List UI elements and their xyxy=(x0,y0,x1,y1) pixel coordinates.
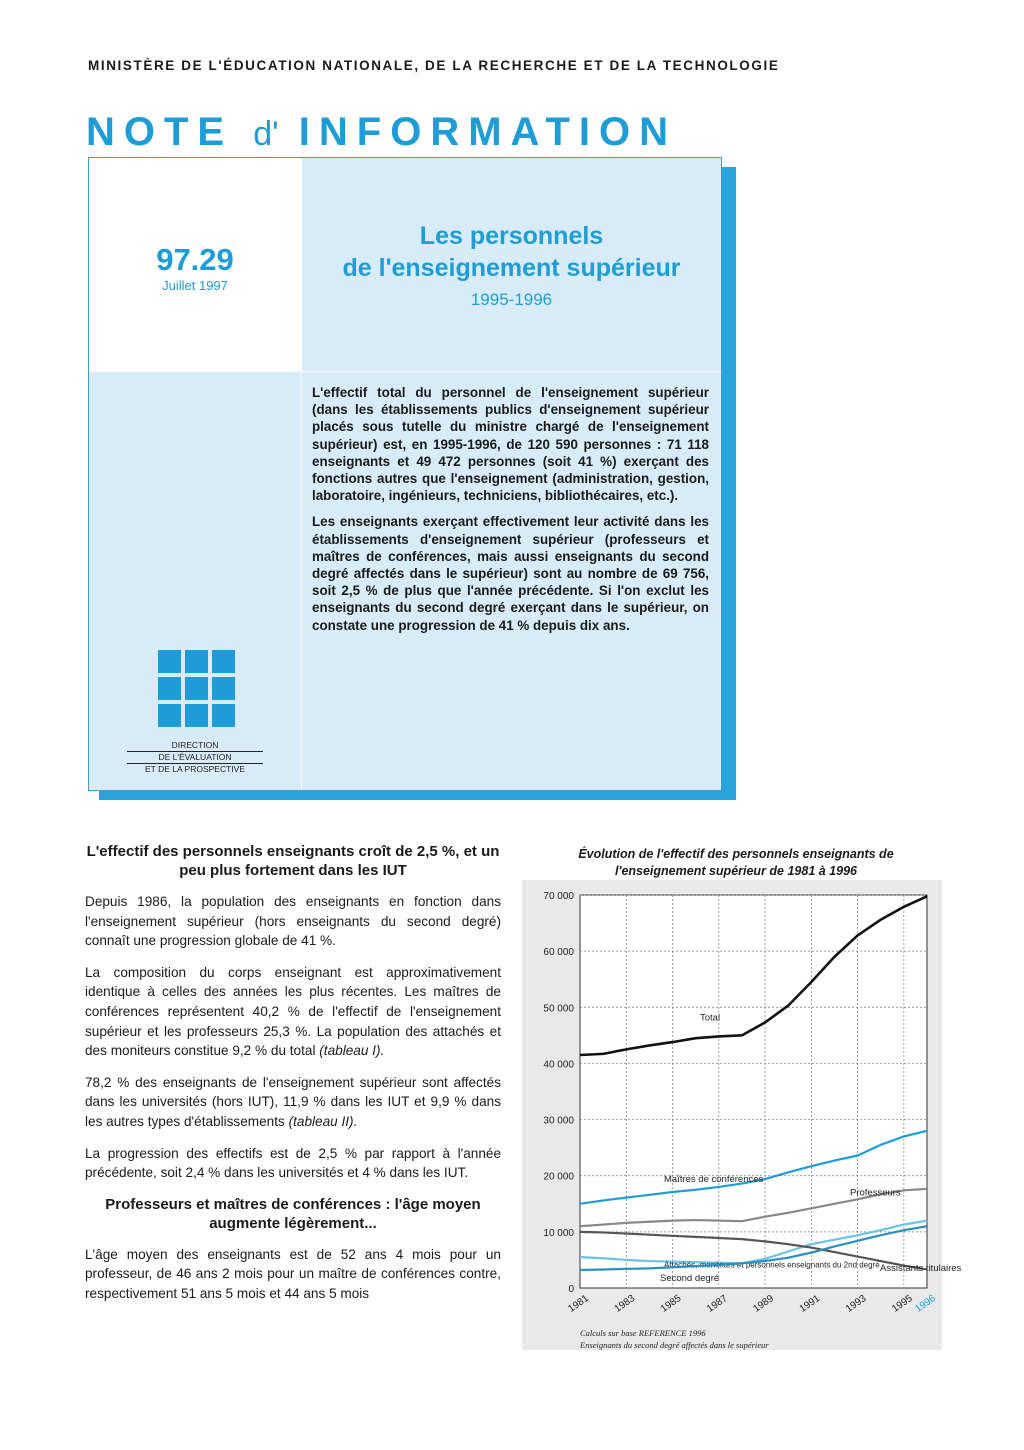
article-column xyxy=(85,842,501,1316)
masthead-left: NOTE xyxy=(86,110,234,154)
y-tick-label: 0 xyxy=(568,1284,574,1295)
x-tick-label: 1987 xyxy=(705,1293,730,1315)
series-label: Second degré xyxy=(660,1273,720,1285)
series-label: Attachés, moniteurs et personnels enseignants du 2nd degré xyxy=(664,1260,880,1270)
series-label: Total xyxy=(700,1012,721,1024)
ministry-logo-icon xyxy=(158,650,235,727)
article-paragraph-1: Depuis 1986, la population des enseignants en fonction dans l'enseignement supérieur (hors enseignants du second degré) connaît une progression globale de 41 %. xyxy=(85,894,501,949)
x-tick-label: 1995 xyxy=(890,1293,915,1315)
masthead-right: INFORMATION xyxy=(298,110,677,154)
article-paragraph-3 xyxy=(85,1073,501,1132)
title-panel xyxy=(302,158,721,371)
article-paragraph-2 xyxy=(85,963,501,1061)
doc-title-line2: de l'enseignement supérieur xyxy=(342,254,681,282)
cover-box xyxy=(88,157,722,791)
department-line1: DIRECTION xyxy=(127,740,263,752)
y-tick-label: 20 000 xyxy=(543,1171,574,1183)
department-name xyxy=(127,740,263,775)
chart-title: Évolution de l'effectif des personnels enseignants de l'enseignement supérieur de 1981 à 1996 xyxy=(578,847,894,878)
summary-paragraph-1: L'effectif total du personnel de l'enseignement supérieur (dans les établissements publics d'enseignement supérieur placés sous tutelle du ministre chargé de l'enseignement supérieur) est, en 1995-1996, de 120 590 personnes : 71 118 enseignants et 49 472 personnes (soit 41 %) exerçant des fonctions autres que l'enseignement (administration, gestion, laboratoire, ingénieurs, techniciens, bibliothécaires, etc.). xyxy=(312,385,709,504)
summary-paragraph-2: Les enseignants exerçant effectivement leur activité dans les établissements d'enseignement supérieur (professeurs et maîtres de conférences, mais aussi enseignants du second degré affectés dans le supérieur) sont au nombre de 69 756, soit 2,5 % de plus que l'année précédente. Si l'on exclut les enseignants du second degré exerçant dans le supérieur, on constate une progression de 41 % depuis dix ans. xyxy=(312,514,709,633)
masthead-title xyxy=(86,110,677,155)
article-paragraph-5: L'âge moyen des enseignants est de 52 ans 4 mois pour un professeur, de 46 ans 2 mois pour un maître de conférences contre, respectivement 51 ans 5 mois et 44 ans 5 mois xyxy=(85,1246,501,1301)
section-heading-1: L'effectif des personnels enseignants croît de 2,5 %, et un peu plus fortement dans les IUT xyxy=(86,843,500,879)
y-tick-label: 60 000 xyxy=(543,947,574,959)
x-tick-label: 1996 xyxy=(913,1293,938,1315)
department-line3: ET DE LA PROSPECTIVE xyxy=(145,764,245,774)
x-tick-label: 1991 xyxy=(797,1293,823,1315)
doc-years: 1995-1996 xyxy=(470,290,553,309)
ministry-name: MINISTÈRE DE L'ÉDUCATION NATIONALE, DE LA RECHERCHE ET DE LA TECHNOLOGIE xyxy=(88,58,780,73)
plot-area xyxy=(580,895,927,1288)
x-tick-label: 1981 xyxy=(566,1293,591,1315)
summary-panel xyxy=(302,372,721,790)
article-paragraph-2-text: La composition du corps enseignant est approximativement identique à celles des années les plus récentes. Les maîtres de conférences représentent 40,2 % de l'effectif de l'enseignement supérieur et les professeurs 25,3 %. La population des attachés et des moniteurs constitue 9,2 % du total xyxy=(85,964,501,1059)
line-chart xyxy=(522,880,962,1350)
issue-number: 97.29 xyxy=(156,242,234,277)
y-tick-label: 30 000 xyxy=(543,1115,574,1127)
y-tick-label: 50 000 xyxy=(543,1003,574,1015)
x-tick-label: 1993 xyxy=(843,1293,869,1315)
issue-date: Juillet 1997 xyxy=(162,278,228,293)
x-tick-label: 1985 xyxy=(658,1293,684,1315)
section-heading-2: Professeurs et maîtres de conférences : l'âge moyen augmente légèrement... xyxy=(105,1195,481,1232)
y-tick-label: 10 000 xyxy=(543,1227,574,1239)
table-ref-1: (tableau I). xyxy=(319,1043,385,1059)
article-paragraph-3-text: 78,2 % des enseignants de l'enseignement supérieur sont affectés dans les universités (hors IUT), 11,9 % dans les IUT et 9,9 % dans les autres types d'établissements xyxy=(85,1074,501,1129)
x-tick-label: 1983 xyxy=(612,1293,638,1315)
series-label: Professeurs xyxy=(850,1187,901,1199)
table-ref-2: (tableau II). xyxy=(288,1113,358,1129)
masthead-mid: d' xyxy=(253,115,279,153)
logo-panel xyxy=(89,372,301,790)
summary xyxy=(312,384,709,643)
issue-panel xyxy=(89,158,301,371)
y-tick-label: 70 000 xyxy=(543,891,574,902)
chart-footnote: Enseignants du second degré affectés dans le supérieur xyxy=(580,1340,769,1350)
chart-source-note: Calculs sur base REFERENCE 1996 xyxy=(580,1328,706,1338)
doc-title-line1: Les personnels xyxy=(419,222,604,250)
y-tick-label: 40 000 xyxy=(543,1059,574,1071)
department-line2: DE L'ÉVALUATION xyxy=(127,752,263,764)
series-label: Maîtres de conférences xyxy=(664,1173,764,1185)
x-tick-label: 1989 xyxy=(751,1293,776,1315)
article-paragraph-4: La progression des effectifs est de 2,5 % par rapport à l'année précédente, soit 2,4 % dans les universités et 4 % dans les IUT. xyxy=(85,1145,501,1181)
series-label: Assistants titulaires xyxy=(880,1263,962,1275)
